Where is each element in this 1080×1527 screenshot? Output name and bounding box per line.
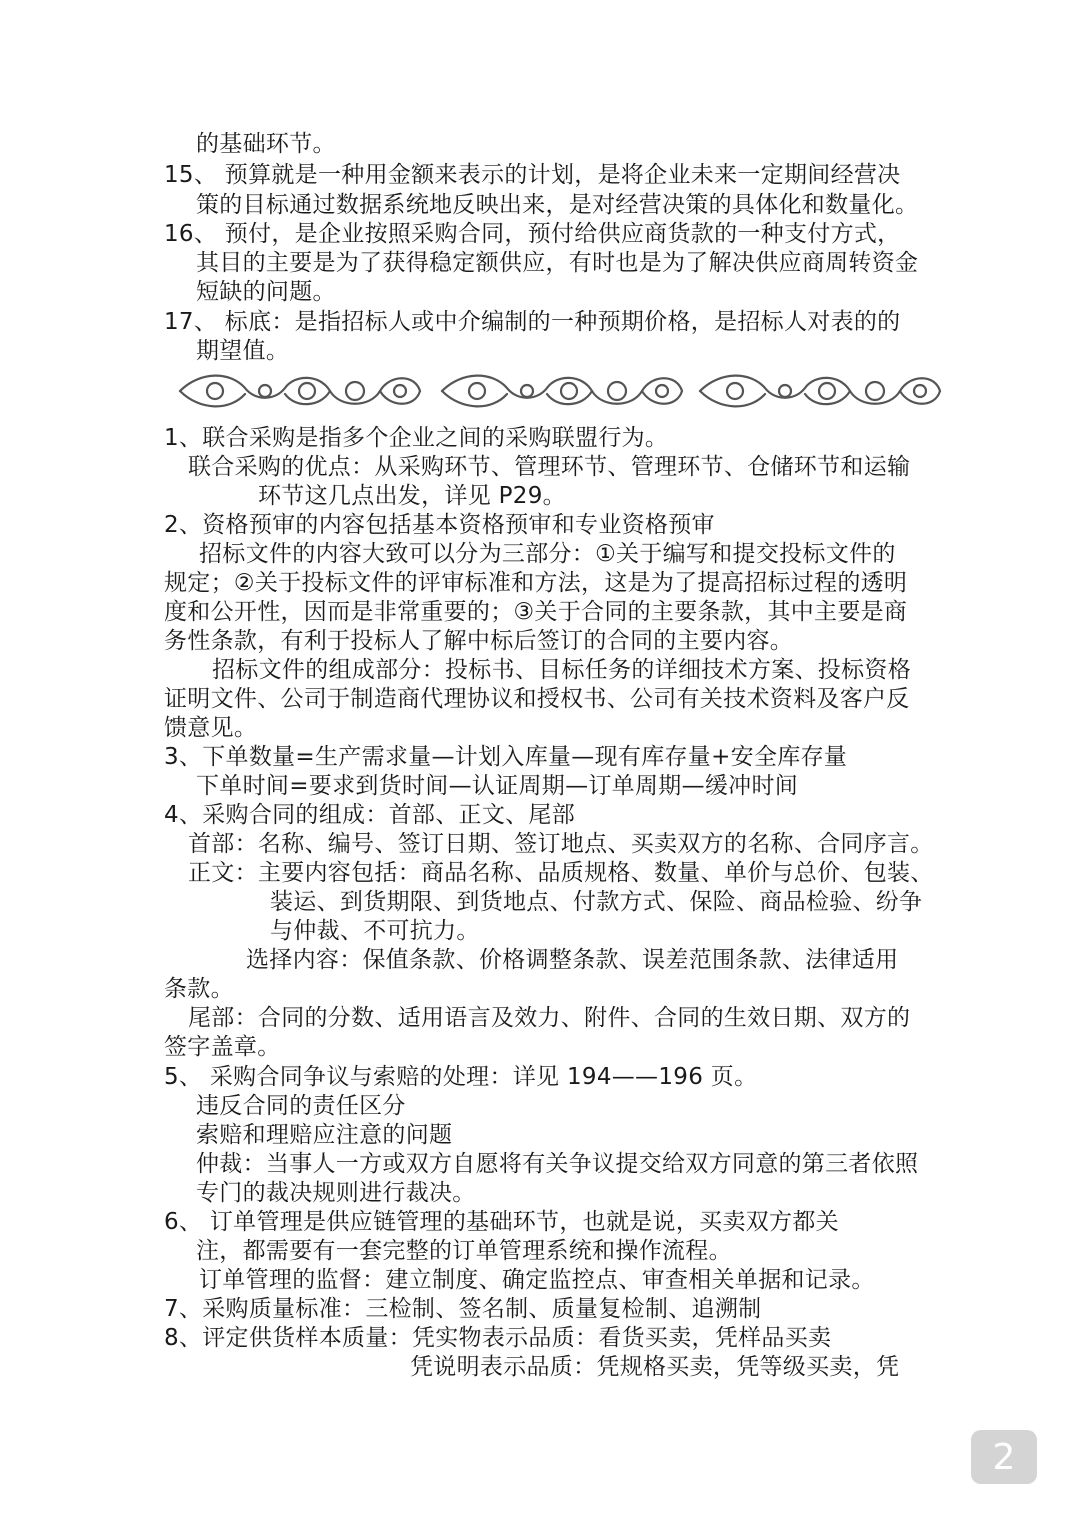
text-line: 注，都需要有一套完整的订单管理系统和操作流程。 bbox=[196, 1238, 732, 1264]
text-line: 违反合同的责任区分 bbox=[196, 1093, 406, 1119]
text-line: 招标文件的组成部分：投标书、目标任务的详细技术方案、投标资格 bbox=[212, 657, 911, 683]
text-line: 条款。 bbox=[164, 976, 234, 1002]
text-line: 8、评定供货样本质量：凭实物表示品质：看货买卖，凭样品买卖 bbox=[164, 1325, 832, 1351]
text-line: 17、 标底：是指招标人或中介编制的一种预期价格，是招标人对表的的 bbox=[164, 309, 901, 335]
text-line: 期望值。 bbox=[196, 338, 290, 364]
text-line: 4、采购合同的组成：首部、正文、尾部 bbox=[164, 802, 576, 828]
decorative-divider-ornament bbox=[170, 366, 950, 416]
text-line: 1、联合采购是指多个企业之间的采购联盟行为。 bbox=[164, 425, 669, 451]
text-line: 馈意见。 bbox=[164, 715, 258, 741]
text-line: 专门的裁决规则进行裁决。 bbox=[196, 1180, 476, 1206]
text-line: 订单管理的监督：建立制度、确定监控点、审查相关单据和记录。 bbox=[199, 1267, 875, 1293]
text-line: 3、下单数量=生产需求量—计划入库量—现有库存量+安全库存量 bbox=[164, 744, 848, 770]
text-line: 正文：主要内容包括：商品名称、品质规格、数量、单价与总价、包装、 bbox=[188, 860, 934, 886]
text-line: 策的目标通过数据系统地反映出来，是对经营决策的具体化和数量化。 bbox=[196, 192, 919, 218]
text-line: 凭说明表示品质：凭规格买卖，凭等级买卖，凭 bbox=[410, 1354, 900, 1380]
text-line: 其目的主要是为了获得稳定额供应，有时也是为了解决供应商周转资金 bbox=[196, 250, 919, 276]
text-line: 尾部：合同的分数、适用语言及效力、附件、合同的生效日期、双方的 bbox=[188, 1005, 911, 1031]
page-number-badge[interactable]: 2 bbox=[971, 1430, 1037, 1484]
text-line: 招标文件的内容大致可以分为三部分：①关于编写和提交投标文件的 bbox=[199, 541, 896, 567]
text-line: 选择内容：保值条款、价格调整条款、误差范围条款、法律适用 bbox=[246, 947, 899, 973]
text-line: 联合采购的优点：从采购环节、管理环节、管理环节、仓储环节和运输 bbox=[188, 454, 911, 480]
text-line: 索赔和理赔应注意的问题 bbox=[196, 1122, 453, 1148]
text-line: 16、 预付，是企业按照采购合同，预付给供应商货款的一种支付方式， bbox=[164, 221, 901, 247]
text-line: 的基础环节。 bbox=[196, 131, 336, 157]
text-line: 7、采购质量标准：三检制、签名制、质量复检制、追溯制 bbox=[164, 1296, 762, 1322]
text-line: 仲裁：当事人一方或双方自愿将有关争议提交给双方同意的第三者依照 bbox=[196, 1151, 919, 1177]
text-line: 务性条款，有利于投标人了解中标后签订的合同的主要内容。 bbox=[164, 628, 794, 654]
text-line: 与仲裁、不可抗力。 bbox=[270, 918, 480, 944]
text-line: 6、 订单管理是供应链管理的基础环节，也就是说，买卖双方都关 bbox=[164, 1209, 839, 1235]
text-line: 下单时间=要求到货时间—认证周期—订单周期—缓冲时间 bbox=[196, 773, 799, 799]
text-line: 证明文件、公司于制造商代理协议和授权书、公司有关技术资料及客户反 bbox=[164, 686, 910, 712]
text-line: 5、 采购合同争议与索赔的处理：详见 194——196 页。 bbox=[164, 1064, 758, 1090]
text-line: 规定；②关于投标文件的评审标准和方法，这是为了提高招标过程的透明 bbox=[164, 570, 908, 596]
text-line: 装运、到货期限、到货地点、付款方式、保险、商品检验、纷争 bbox=[270, 889, 923, 915]
text-line: 签字盖章。 bbox=[164, 1034, 281, 1060]
text-line: 首部：名称、编号、签订日期、签订地点、买卖双方的名称、合同序言。 bbox=[188, 831, 934, 857]
text-line: 环节这几点出发，详见 P29。 bbox=[258, 483, 566, 509]
text-line: 2、资格预审的内容包括基本资格预审和专业资格预审 bbox=[164, 512, 715, 538]
text-line: 短缺的问题。 bbox=[196, 279, 336, 305]
text-line: 15、 预算就是一种用金额来表示的计划，是将企业未来一定期间经营决 bbox=[164, 162, 901, 188]
text-line: 度和公开性，因而是非常重要的；③关于合同的主要条款，其中主要是商 bbox=[164, 599, 908, 625]
